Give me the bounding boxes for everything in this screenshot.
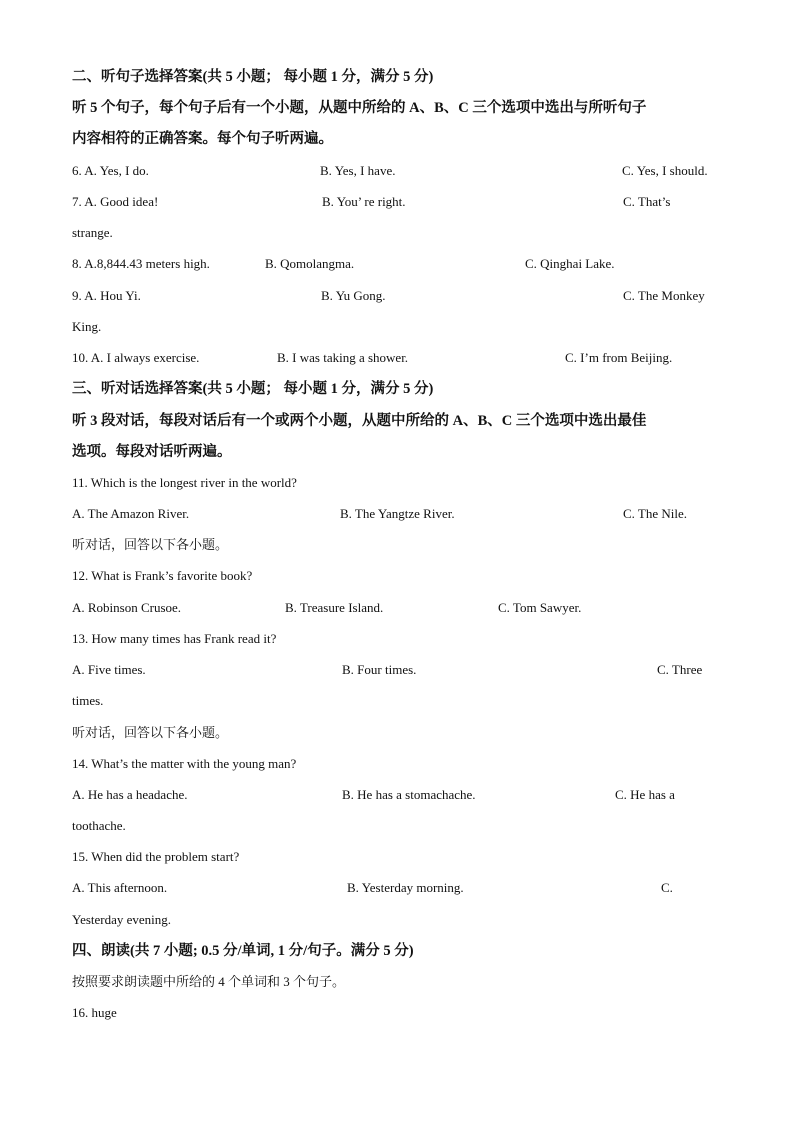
q10-option-a: 10. A. I always exercise.	[72, 350, 200, 365]
section2-heading: 二、听句子选择答案(共 5 小题； 每小题 1 分，满分 5 分)	[72, 69, 434, 85]
q8-option-b: B. Qomolangma.	[265, 256, 355, 271]
q7-option-b: B. You’ re right.	[322, 194, 406, 209]
q9-option-a: 9. A. Hou Yi.	[72, 288, 141, 303]
q9-option-c: C. The Monkey	[623, 288, 705, 303]
q8-option-a: 8. A.8,844.43 meters high.	[72, 256, 210, 271]
q16-word: 16. huge	[72, 1005, 117, 1020]
section2-instruction-line2: 内容相符的正确答案。每个句子听两遍。	[72, 131, 333, 147]
q12-option-a: A. Robinson Crusoe.	[72, 600, 182, 615]
section3-heading: 三、听对话选择答案(共 5 小题； 每小题 1 分，满分 5 分)	[72, 381, 434, 397]
section4-heading: 四、朗读(共 7 小题; 0.5 分/单词, 1 分/句子。满分 5 分)	[72, 943, 414, 959]
q7-option-c: C. That’s	[623, 194, 671, 209]
q15-option-a: A. This afternoon.	[72, 880, 168, 895]
section3-instruction-line2: 选项。每段对话听两遍。	[72, 444, 232, 460]
q14-option-c: C. He has a	[615, 787, 675, 802]
q6-option-c: C. Yes, I should.	[622, 163, 708, 178]
listen-instruction-2: 听对话，回答以下各小题。	[72, 725, 229, 740]
q10-option-c: C. I’m from Beijing.	[565, 350, 673, 365]
q11-question: 11. Which is the longest river in the world?	[72, 475, 297, 490]
q14-option-b: B. He has a stomachache.	[342, 787, 476, 802]
q11-option-c: C. The Nile.	[623, 506, 688, 521]
q15-option-c: C.	[661, 880, 673, 895]
q13-option-a: A. Five times.	[72, 662, 146, 677]
q8-option-c: C. Qinghai Lake.	[525, 256, 615, 271]
q10-option-b: B. I was taking a shower.	[277, 350, 409, 365]
q15-option-c-continued: Yesterday evening.	[72, 912, 172, 927]
q13-option-c: C. Three	[657, 662, 703, 677]
q13-option-c-continued: times.	[72, 693, 104, 708]
q7-option-a: 7. A. Good idea!	[72, 194, 159, 209]
q14-question: 14. What’s the matter with the young man?	[72, 756, 297, 771]
section3-instruction-line1: 听 3 段对话，每段对话后有一个或两个小题，从题中所给的 A、B、C 三个选项中选出最佳	[72, 413, 647, 429]
q9-option-c-continued: King.	[72, 319, 102, 334]
q9-option-b: B. Yu Gong.	[321, 288, 386, 303]
q15-question: 15. When did the problem start?	[72, 849, 240, 864]
q7-option-c-continued: strange.	[72, 225, 113, 240]
listen-instruction-1: 听对话，回答以下各小题。	[72, 537, 229, 552]
q11-option-a: A. The Amazon River.	[72, 506, 190, 521]
q15-option-b: B. Yesterday morning.	[347, 880, 464, 895]
q12-option-b: B. Treasure Island.	[285, 600, 384, 615]
q12-question: 12. What is Frank’s favorite book?	[72, 568, 253, 583]
q11-option-b: B. The Yangtze River.	[340, 506, 455, 521]
q13-option-b: B. Four times.	[342, 662, 417, 677]
section4-instruction: 按照要求朗读题中所给的 4 个单词和 3 个句子。	[72, 974, 346, 989]
q6-option-a: 6. A. Yes, I do.	[72, 163, 149, 178]
q13-question: 13. How many times has Frank read it?	[72, 631, 277, 646]
q14-option-a: A. He has a headache.	[72, 787, 188, 802]
section2-instruction-line1: 听 5 个句子，每个句子后有一个小题，从题中所给的 A、B、C 三个选项中选出与所听句子	[72, 100, 647, 116]
q14-option-c-continued: toothache.	[72, 818, 126, 833]
q6-option-b: B. Yes, I have.	[320, 163, 396, 178]
q12-option-c: C. Tom Sawyer.	[498, 600, 582, 615]
